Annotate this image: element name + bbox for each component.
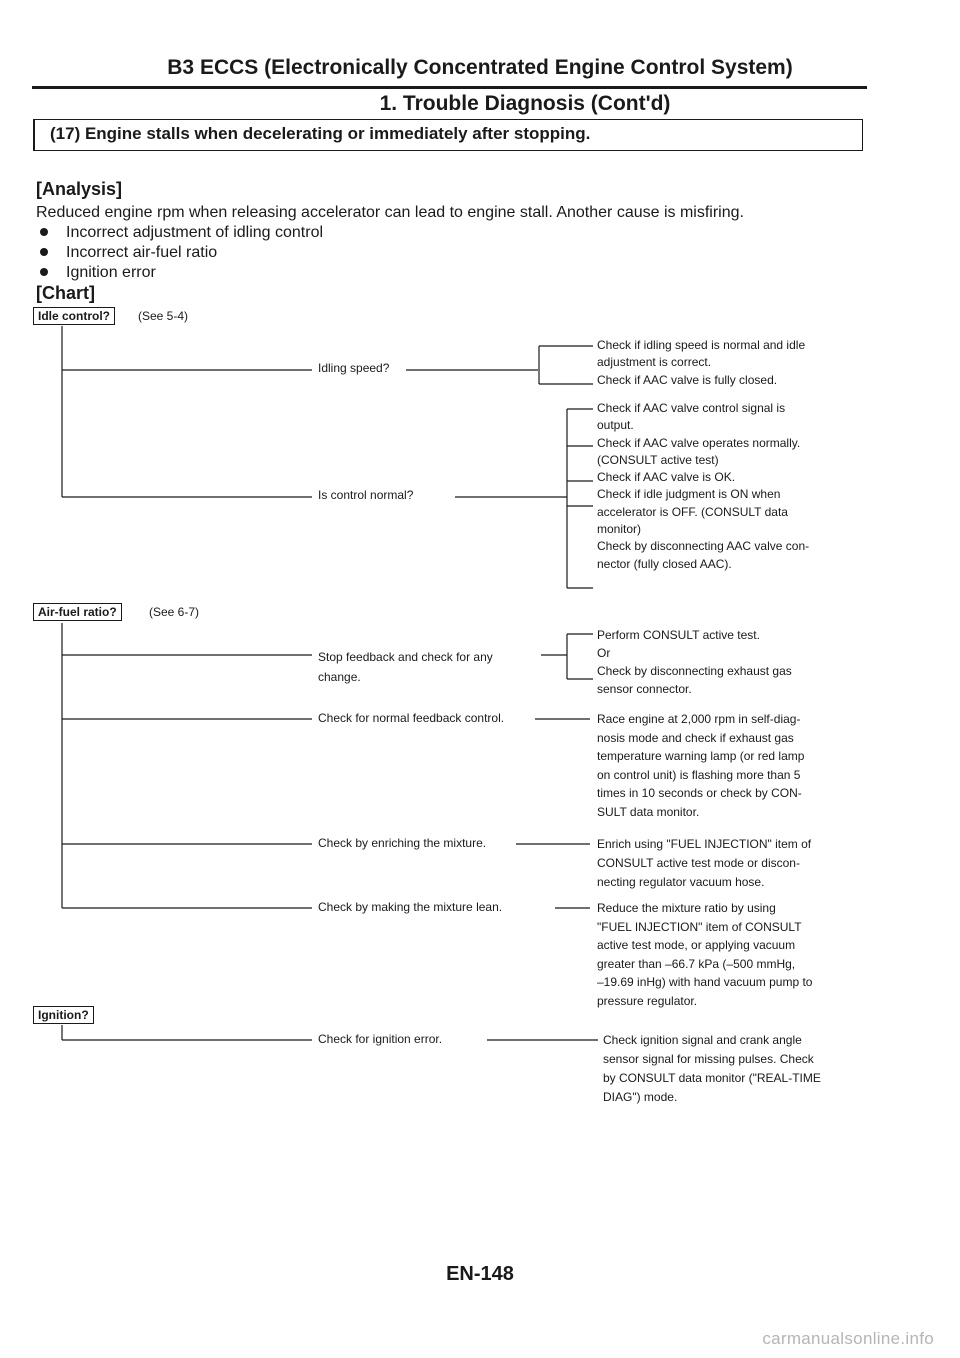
check-line: Check if AAC valve operates normally. [597, 435, 801, 450]
check-line: Check ignition signal and crank angle [603, 1033, 802, 1047]
check-line: Check if AAC valve is fully closed. [597, 372, 778, 387]
step-normal-feedback: Check for normal feedback control. [318, 711, 505, 725]
check-line: Enrich using "FUEL INJECTION" item of [597, 837, 812, 851]
watermark: carmanualsonline.info [762, 1329, 934, 1348]
check-idling [597, 337, 805, 389]
analysis-heading: [Analysis] [36, 179, 123, 199]
check-line: necting regulator vacuum hose. [597, 875, 765, 889]
ignition-box: Ignition? [33, 1006, 94, 1024]
check-lean [597, 899, 812, 1010]
step-line: Stop feedback and check for any [318, 650, 493, 664]
check-line: Check by disconnecting AAC valve con- [597, 539, 810, 554]
air-fuel-see: (See 6-7) [149, 605, 200, 619]
check-line: adjustment is correct. [597, 355, 712, 370]
check-line: Race engine at 2,000 rpm in self-diag- [597, 712, 801, 726]
check-line: Check if AAC valve is OK. [597, 470, 736, 485]
check-enrich [597, 835, 811, 892]
check-line: –19.69 inHg) with hand vacuum pump to [597, 975, 813, 989]
check-line: active test mode, or applying vacuum [597, 938, 796, 952]
step-line: change. [318, 670, 361, 684]
check-line: accelerator is OFF. (CONSULT data [597, 504, 788, 519]
check-line: "FUEL INJECTION" item of CONSULT [597, 919, 802, 934]
check-line: temperature warning lamp (or red lamp [597, 749, 805, 763]
step-ignition-error: Check for ignition error. [318, 1032, 443, 1046]
check-line: SULT data monitor. [597, 804, 700, 819]
step-idling-speed: Idling speed? [318, 361, 390, 375]
check-line: CONSULT active test mode or discon- [597, 856, 800, 870]
check-line: Or [597, 646, 611, 660]
chart-heading: [Chart] [36, 283, 95, 303]
bullet-text: Incorrect adjustment of idling control [66, 224, 324, 241]
check-line: Check by disconnecting exhaust gas [597, 664, 792, 678]
check-line: nosis mode and check if exhaust gas [597, 730, 794, 745]
check-line: DIAG") mode. [603, 1090, 678, 1104]
check-line: pressure regulator. [597, 993, 698, 1008]
check-control [597, 400, 809, 573]
check-line: Check if idle judgment is ON when [597, 487, 781, 502]
check-active-test [597, 626, 792, 698]
idle-control-see: (See 5-4) [138, 309, 189, 323]
check-line: Check if idling speed is normal and idle [597, 338, 806, 352]
bullet-text: Ignition error [66, 264, 156, 281]
check-feedback [597, 710, 804, 821]
check-line: (CONSULT active test) [597, 452, 719, 467]
step-stop-feedback [318, 647, 493, 687]
check-line: sensor connector. [597, 682, 692, 696]
air-fuel-box: Air-fuel ratio? [33, 603, 122, 621]
step-enrich: Check by enriching the mixture. [318, 836, 487, 850]
step-lean: Check by making the mixture lean. [318, 900, 503, 914]
page-title: B3 ECCS (Electronically Concentrated Engine Control System) [167, 56, 793, 79]
page-subtitle: 1. Trouble Diagnosis (Cont'd) [379, 92, 671, 115]
check-line: nector (fully closed AAC). [597, 556, 732, 571]
check-line: sensor signal for missing pulses. Check [603, 1052, 814, 1066]
check-line: output. [597, 418, 634, 433]
idle-control-box: Idle control? [33, 307, 115, 325]
bullet-text: Incorrect air-fuel ratio [66, 244, 218, 261]
check-line: Check if AAC valve control signal is [597, 401, 786, 415]
symptom-text: (17) Engine stalls when decelerating or immediately after stopping. [50, 124, 591, 143]
check-line: monitor) [597, 522, 642, 537]
check-line: on control unit) is flashing more than 5 [597, 767, 801, 782]
check-line: greater than –66.7 kPa (–500 mmHg, [597, 956, 796, 971]
check-ignition [603, 1031, 821, 1107]
check-line: times in 10 seconds or check by CON- [597, 786, 802, 800]
check-line: Reduce the mixture ratio by using [597, 901, 776, 915]
check-line: Perform CONSULT active test. [597, 628, 760, 642]
page-number: EN-148 [446, 1263, 514, 1285]
analysis-text: Reduced engine rpm when releasing accelerator can lead to engine stall. Another cause is misfiring. [36, 204, 744, 221]
check-line: by CONSULT data monitor ("REAL-TIME [603, 1071, 821, 1085]
step-is-control-normal: Is control normal? [318, 488, 414, 502]
